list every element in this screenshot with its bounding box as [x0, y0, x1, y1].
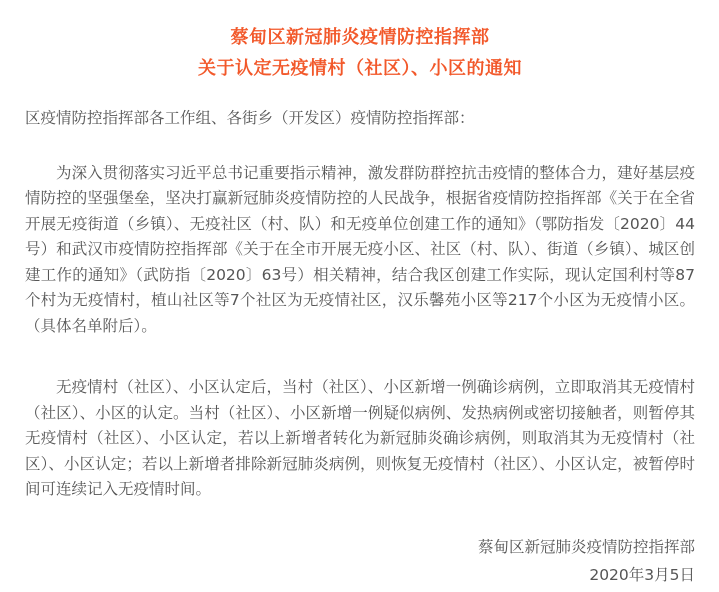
notice-title-line2: 关于认定无疫情村（社区）、小区的通知: [198, 58, 522, 79]
notice-title-line1: 蔡甸区新冠肺炎疫情防控指挥部: [230, 27, 490, 48]
salutation: 区疫情防控指挥部各工作组、各街乡（开发区）疫情防控指挥部：: [25, 109, 475, 127]
notice-title: [25, 22, 695, 84]
signature: 蔡甸区新冠肺炎疫情防控指挥部: [477, 537, 695, 556]
body-paragraph-2: 无疫情村（社区）、小区认定后，当村（社区）、小区新增一例确诊病例，立即取消其无疫情村（社区）、小区的认定。当村（社区）、小区新增一例疑似病例、发热病例或密切接触者，则暂停其无疫情村（社区）、小区认定，若以上新增者转化为新冠肺炎确诊病例，则取消其为无疫情村（社区）、小区认定；若以上新增者排除新冠肺炎病例，则恢复无疫情村（社区）、小区认定，被暂停时间可连续记入无疫情时间。: [25, 378, 695, 498]
signature-block: [25, 533, 695, 589]
date: 2020年3月5日: [589, 565, 695, 584]
body-paragraph-1: 为深入贯彻落实习近平总书记重要指示精神，激发群防群控抗击疫情的整体合力，建好基层疫情防控的坚强堡垒，坚决打赢新冠肺炎疫情防控的人民战争，根据省疫情防控指挥部《关于在全省开展无疫街道（乡镇）、无疫社区（村、队）和无疫单位创建工作的通知》（鄂防指发〔2020〕44号）和武汉市疫情防控指挥部《关于在全市开展无疫小区、社区（村、队）、街道（乡镇）、城区创建工作的通知》（武防指〔2020〕63号）相关精神，结合我区创建工作实际，现认定国利村等87个村为无疫情村，植山社区等7个社区为无疫情社区，汉乐馨苑小区等217个小区为无疫情小区。（具体名单附后）。: [25, 163, 695, 335]
